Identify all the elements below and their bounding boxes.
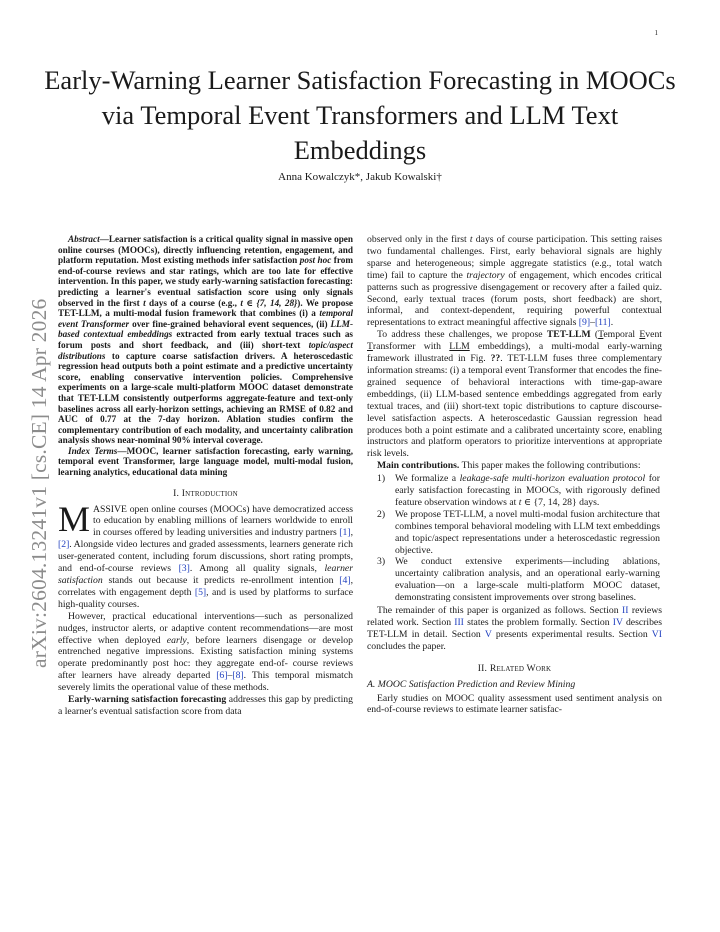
body-text: , correlates with engagement depth xyxy=(58,575,353,598)
body-text: embeddings), a multi-modal early-warning framework illustrated in Fig. xyxy=(367,341,662,365)
arxiv-identifier-stamp: arXiv:2604.13241v1 [cs.CE] 14 Apr 2026 xyxy=(27,298,51,668)
abstract-text: ). We propose TET-LLM, a multi-modal fusion framework that combines (i) a xyxy=(58,297,353,319)
body-text: . Alongside video lectures and graded assessments, learners generate rich user-generated content, including forum discussions, short rating prompts, and end-of-course reviews xyxy=(58,539,353,575)
contribution-item xyxy=(367,556,662,604)
citation-link[interactable]: [1] xyxy=(339,527,351,539)
right-paragraph-2 xyxy=(367,329,662,460)
body-text: presents experimental results. Section xyxy=(491,628,652,640)
citation-link[interactable]: [4] xyxy=(339,575,351,586)
body-text: ransformer with xyxy=(372,341,450,353)
right-column xyxy=(367,234,662,716)
body-text: ( xyxy=(590,329,599,341)
citation-link[interactable]: [9] xyxy=(578,317,591,329)
citation-link[interactable]: [5] xyxy=(194,586,207,598)
contributions-list xyxy=(367,473,662,604)
body-text: reviews related work. Section xyxy=(367,605,662,628)
author-list: Anna Kowalczyk*, Jakub Kowalski† xyxy=(278,171,442,183)
body-text: for early satisfaction forecasting in MOOCs, with rigorously defined feature observation windows at xyxy=(395,473,661,508)
body-text: However, practical educational interventions—such as personalized nudges, instructor alerts, or adaptive content recommendations—are most effective when deployed xyxy=(58,610,353,646)
body-text: concludes the paper. xyxy=(367,640,446,652)
citation-link[interactable]: V xyxy=(484,628,492,640)
citation-link[interactable]: [2] xyxy=(58,539,70,551)
list-number: 2) xyxy=(377,508,386,520)
abstract-text: over fine-grained behavioral event sequences, (ii) xyxy=(129,318,331,329)
body-text: We conduct extensive experiments—including ablations, uncertainty calibration analysis, and an operational early-warning evaluation—on a large-scale multi-platform MOOC dataset, demonstrating consistent improvements over strong baselines. xyxy=(395,556,660,604)
body-text: observed only in the first xyxy=(367,234,470,245)
abstract-variable: t xyxy=(143,297,146,308)
abstract-emphasis: LLM-based contextual embeddings xyxy=(58,318,353,340)
body-text: The remainder of this paper is organized as follows. Section xyxy=(377,605,623,617)
body-text: To address these challenges, we propose xyxy=(377,329,547,341)
index-terms-text: —MOOC, learner satisfaction forecasting, early warning, temporal event Transformer, large language model, multi-modal fusion, learning analytics, educational data mining xyxy=(58,445,353,478)
citation-link[interactable]: III xyxy=(454,617,464,628)
abstract xyxy=(58,234,353,446)
index-terms xyxy=(58,446,353,478)
abstract-text: to capture coarse satisfaction drivers. A heteroscedastic regression head outputs both a point estimate and a predictive uncertainty score, enabling conservative intervention policies. Comprehensive experiments on a large-scale multi-platform MOOC dataset demonstrate that TET-LLM consistently outperforms aggregate-feature and text-only baselines across all early-horizon settings, achieving an RMSE of 0.82 and AUC of 0.77 at the 7-day horizon. Ablation studies confirm the complementary contribution of each modality, and uncertainty calibration analysis shows near-nominal 90% interval coverage. xyxy=(58,350,353,446)
underlined-letter: LLM xyxy=(449,341,470,353)
body-text: , and is used by platforms to surface high-quality courses. xyxy=(58,586,353,610)
citation-link[interactable]: [3] xyxy=(178,563,190,575)
right-paragraph-5 xyxy=(367,693,662,717)
intro-paragraph-3 xyxy=(58,694,353,718)
page-number: 1 xyxy=(654,29,658,37)
body-text: describes TET-LLM in detail. Section xyxy=(367,617,663,640)
abstract-text: days of a course (e.g., xyxy=(145,297,241,308)
abstract-emphasis: topic/aspect distributions xyxy=(58,339,353,361)
emphasis-text: t xyxy=(518,496,522,508)
body-text: ASSIVE open online courses (MOOCs) have democratized access to education by enabling millions of learners worldwide to enroll in courses offered by leading universities and industry partners xyxy=(93,503,353,539)
intro-paragraph-1 xyxy=(58,498,354,611)
section-name: Related Work xyxy=(489,662,552,674)
citation-link[interactable]: [6] xyxy=(216,670,228,682)
citation-link[interactable]: IV xyxy=(612,617,623,628)
bold-text: TET-LLM xyxy=(546,329,591,341)
body-text: – xyxy=(227,670,233,682)
left-column xyxy=(58,234,353,718)
contribution-item xyxy=(367,509,662,557)
abstract-dash: — xyxy=(99,234,109,244)
section-numeral: II. xyxy=(477,662,490,674)
citation-link[interactable]: VI xyxy=(651,628,662,640)
body-text: states the problem formally. Section xyxy=(463,617,613,628)
right-paragraph-4 xyxy=(367,605,662,653)
body-text: , xyxy=(350,527,353,539)
body-text: . Among all quality signals, xyxy=(189,563,325,575)
bold-text: Main contributions. xyxy=(377,460,460,472)
emphasis-text: learner satisfaction xyxy=(58,563,354,586)
abstract-label: Abstract xyxy=(68,234,100,244)
emphasis-text: leakage-safe multi-horizon evaluation protocol xyxy=(459,473,646,485)
paper-title: Early-Warning Learner Satisfaction Forecasting in MOOCs via Temporal Event Transformers and LLM Text Embeddings xyxy=(44,65,676,165)
contribution-item xyxy=(367,473,662,509)
right-paragraph-1 xyxy=(367,234,662,329)
body-text: vent xyxy=(645,329,662,341)
abstract-text: from end-of-course reviews and star ratings, which are too late for effective intervention. In this paper, we study early-warning satisfaction forecasting: predicting a learner's eventual satisfaction score using only signals observed in the first xyxy=(58,255,353,308)
abstract-text: extracted from early textual traces such as forum posts and short feedback, and (iii) short-text xyxy=(58,329,353,350)
body-text: Early studies on MOOC quality assessment used sentiment analysis on end-of-course reviews to estimate learner satisfac- xyxy=(367,692,662,716)
citation-link[interactable]: [11] xyxy=(594,317,611,329)
body-text: addresses this gap by predicting a learner's eventual satisfaction score from data xyxy=(58,694,353,717)
list-number: 1) xyxy=(377,473,386,485)
body-text: emporal xyxy=(603,329,640,341)
right-paragraph-3 xyxy=(367,460,662,472)
body-text: This paper makes the following contributions: xyxy=(459,460,641,472)
subsection-heading: A. MOOC Satisfaction Prediction and Review Mining xyxy=(367,678,576,690)
section-numeral: I. xyxy=(173,487,182,499)
underlined-letter: E xyxy=(639,329,646,341)
list-number: 3) xyxy=(377,556,386,568)
section-heading-related-work xyxy=(367,663,662,675)
citation-link[interactable]: [8] xyxy=(232,670,244,682)
body-text: We propose TET-LLM, a novel multi-modal fusion architecture that combines temporal behavioral modeling with LLM text embeddings and topic/aspect representations under a heteroscedastic regression objective. xyxy=(395,508,661,556)
body-text: of engagement, which encodes critical patterns such as progressive disengagement or recovery after a failed quiz. Second, early textual traces (forum posts, short feedback) are short, informal, and context-dependent, requiring powerful contextual representations to extract meaningful affective signals xyxy=(367,269,662,329)
body-text: . xyxy=(610,317,614,329)
emphasis-text: t xyxy=(469,234,473,245)
body-text: ∈ {7, 14, 28} days. xyxy=(521,496,600,508)
body-text: . TET-LLM fuses three complementary information streams: (i) a temporal event Transformer that encodes the fine-grained sequence of behavioral interactions with time-gap-aware embeddings, (ii) LLM-based sentence embeddings aggregated from early textual traces, and (iii) short-text topic distributions to capture discourse-level satisfaction aspects. A heteroscedastic Gaussian regression head produces both a point estimate and a calibrated uncertainty score, enabling instructors and platform operators to prioritize interventions at appropriate risk levels. xyxy=(367,353,662,460)
citation-link[interactable]: II xyxy=(622,605,629,617)
bold-text: ?? xyxy=(490,353,501,365)
body-text: . This temporal mismatch severely limits the operational value of these methods. xyxy=(58,670,353,694)
underlined-letter: T xyxy=(367,341,373,353)
body-text: stands out because it predicts re-enrollment intention xyxy=(102,575,340,586)
intro-paragraph-2 xyxy=(58,611,353,694)
abstract-emphasis: post hoc xyxy=(299,255,332,266)
index-terms-label: Index Terms xyxy=(68,445,118,456)
body-text: – xyxy=(590,317,595,329)
body-text: , before learners disengage or develop entrenched negative impressions. Existing satisfaction mining systems operate predominantly post hoc: they aggregate end-of- course reviews after learners have already departed xyxy=(58,634,353,682)
abstract-math: t ∈ {7, 14, 28} xyxy=(240,297,298,308)
abstract-text: Learner satisfaction is a critical quality signal in massive open online courses (MOOCs), directly influencing retention, engagement, and platform reputation. Most existing methods infer satisfaction xyxy=(58,234,353,266)
underlined-letter: T xyxy=(598,329,604,341)
bold-text: Early-warning satisfaction forecasting xyxy=(68,694,227,706)
body-text: days of course participation. This setting raises two fundamental challenges. First, early behavioral signals are highly sparse and heterogeneous; simple aggregate statistics (e.g., total watch time) fail to capture the xyxy=(367,234,662,281)
emphasis-text: early xyxy=(166,634,187,646)
drop-cap: M xyxy=(58,498,91,539)
section-heading-introduction xyxy=(58,488,353,500)
section-name: Introduction xyxy=(181,487,238,499)
body-text: We formalize a xyxy=(395,473,460,485)
abstract-emphasis: temporal event Transformer xyxy=(58,308,353,329)
emphasis-text: trajectory xyxy=(466,269,505,281)
